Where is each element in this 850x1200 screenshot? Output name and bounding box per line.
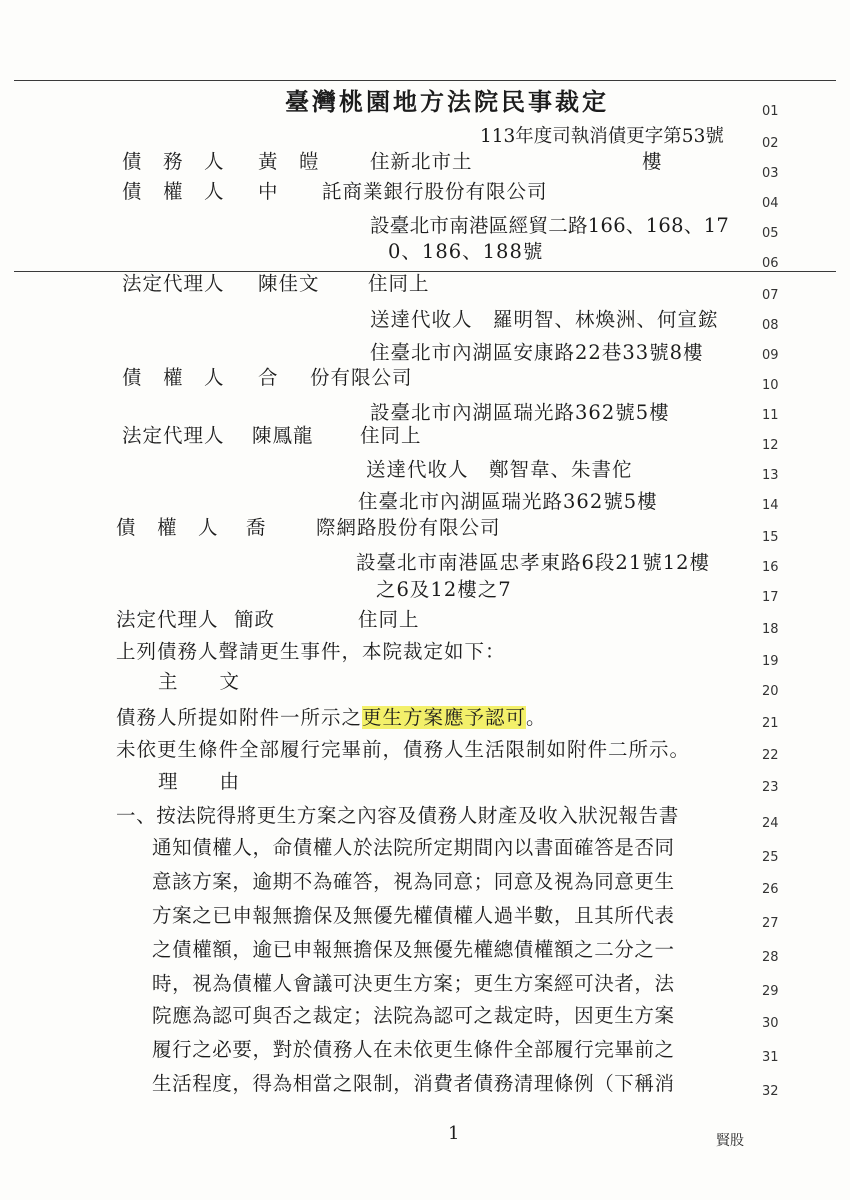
representative2-name: 陳鳳龍 (252, 424, 314, 447)
reason-line: 院應為認可與否之裁定；法院為認可之裁定時，因更生方案 (152, 1004, 675, 1027)
line-number: 12 (762, 438, 779, 453)
creditor1-label: 債 權 人 (122, 180, 225, 203)
representative3-address: 住同上 (358, 608, 420, 631)
representative2-agent: 送達代收人 鄭智韋、朱書佗 (366, 458, 633, 481)
order-line1-end: 。 (526, 706, 547, 729)
reason-line: 之債權額，逾已申報無擔保及無優先權總債權額之二分之一 (152, 938, 675, 961)
line-number: 01 (762, 104, 779, 119)
creditor2-name-start: 合 (258, 366, 279, 389)
line-number: 29 (762, 984, 779, 999)
representative1-agent-address: 住臺北市內湖區安康路22巷33號8樓 (370, 341, 704, 364)
line-number: 30 (762, 1016, 779, 1031)
line-number: 31 (762, 1050, 779, 1065)
creditor2-address: 設臺北市內湖區瑞光路362號5樓 (370, 401, 670, 424)
line-number: 22 (762, 748, 779, 763)
line-number: 21 (762, 716, 779, 731)
reason-line: 履行之必要，對於債務人在未依更生條件全部履行完畢前之 (152, 1038, 675, 1061)
representative3-label: 法定代理人 (116, 608, 219, 631)
creditor2-label: 債 權 人 (122, 366, 225, 389)
line-number: 03 (762, 166, 779, 181)
line-number: 26 (762, 882, 779, 897)
representative1-label: 法定代理人 (122, 272, 225, 295)
representative1-agent: 送達代收人 羅明智、林煥洲、何宣鋐 (370, 308, 719, 331)
line-number: 16 (762, 560, 779, 575)
order-line2: 未依更生條件全部履行完畢前，債務人生活限制如附件二所示。 (116, 738, 691, 761)
creditor3-label: 債 權 人 (116, 516, 219, 539)
line-number: 17 (762, 590, 779, 605)
highlighted-approval: 更生方案應予認可 (362, 706, 527, 729)
creditor1-name-start: 中 (258, 180, 279, 203)
line-number: 14 (762, 498, 779, 513)
case-number: 113年度司執消債更字第53號 (480, 126, 724, 147)
reason-line: 通知債權人，命債權人於法院所定期間內以書面確答是否同 (152, 836, 675, 859)
creditor1-address-line1: 設臺北市南港區經貿二路166、168、17 (370, 214, 730, 237)
line-number: 15 (762, 530, 779, 545)
creditor1-address-line2: 0、186、188號 (388, 240, 544, 263)
representative2-address: 住同上 (360, 424, 422, 447)
line-number: 10 (762, 378, 779, 393)
line-number: 04 (762, 196, 779, 211)
line-number: 13 (762, 468, 779, 483)
line-number: 08 (762, 318, 779, 333)
order-line1 (116, 708, 547, 728)
line-number: 07 (762, 288, 779, 303)
line-number: 09 (762, 348, 779, 363)
order-line1-start: 債務人所提如附件一所示之 (116, 706, 363, 729)
creditor3-name-start: 喬 (246, 516, 267, 539)
line-number: 20 (762, 684, 779, 699)
page-number: 1 (448, 1123, 460, 1144)
line-number: 27 (762, 916, 779, 931)
line-number: 06 (762, 256, 779, 271)
department-label: 賢股 (716, 1133, 744, 1149)
creditor3-name-end: 際網路股份有限公司 (316, 516, 501, 539)
line-number: 32 (762, 1084, 779, 1099)
top-rule (14, 80, 836, 81)
line-number: 25 (762, 850, 779, 865)
line-number: 05 (762, 226, 779, 241)
reason-line: 一、按法院得將更生方案之內容及債務人財產及收入狀況報告書 (116, 804, 679, 827)
reason-line: 意該方案，逾期不為確答，視為同意；同意及視為同意更生 (152, 870, 675, 893)
line-number: 28 (762, 950, 779, 965)
reason-line: 生活程度，得為相當之限制，消費者債務清理條例（下稱消 (152, 1072, 675, 1095)
reason-line: 時，視為債權人會議可決更生方案；更生方案經可決者，法 (152, 972, 675, 995)
reason-line: 方案之已申報無擔保及無優先權債權人過半數，且其所代表 (152, 904, 675, 927)
line-number: 24 (762, 816, 779, 831)
line-number: 23 (762, 780, 779, 795)
line-number: 18 (762, 622, 779, 637)
creditor1-name-end: 託商業銀行股份有限公司 (322, 180, 548, 203)
debtor-address: 住新北市土 (370, 150, 473, 173)
representative2-agent-address: 住臺北市內湖區瑞光路362號5樓 (358, 490, 658, 513)
document-title: 臺灣桃園地方法院民事裁定 (285, 87, 609, 116)
debtor-label: 債 務 人 (122, 150, 225, 173)
creditor2-name-end: 份有限公司 (310, 366, 413, 389)
representative1-address: 住同上 (368, 272, 430, 295)
creditor3-address-line1: 設臺北市南港區忠孝東路6段21號12樓 (356, 551, 711, 574)
reason-heading: 理 由 (158, 770, 241, 793)
intro-sentence: 上列債務人聲請更生事件，本院裁定如下： (116, 640, 506, 663)
line-number: 11 (762, 408, 779, 423)
creditor3-address-line2: 之6及12樓之7 (376, 578, 512, 601)
line-number: 02 (762, 136, 779, 151)
representative2-label: 法定代理人 (122, 424, 225, 447)
debtor-address-end: 樓 (642, 150, 663, 173)
representative1-name: 陳佳文 (258, 272, 320, 295)
line-number: 19 (762, 654, 779, 669)
debtor-name: 黃 皚 (258, 150, 320, 173)
main-text-heading: 主 文 (158, 670, 241, 693)
representative3-name: 簡政 (234, 608, 276, 631)
